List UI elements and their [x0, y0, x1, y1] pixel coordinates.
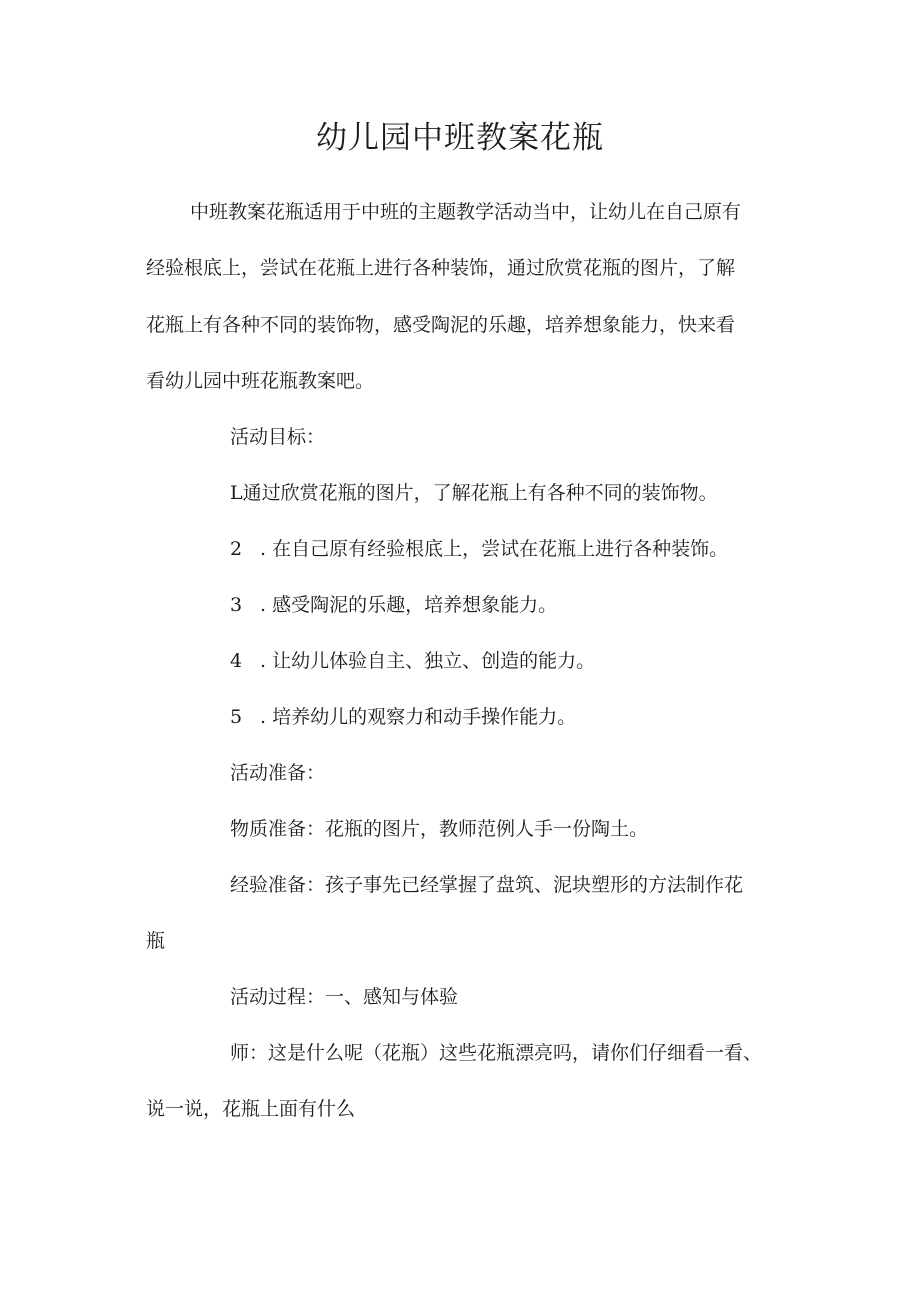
teacher-line-2: 说一说，花瓶上面有什么: [146, 1098, 356, 1120]
document-title: 幼儿园中班教案花瓶: [316, 120, 604, 156]
goal-text: . 感受陶泥的乐趣，培养想象能力。: [260, 594, 558, 616]
goal-item-5: [230, 702, 576, 732]
goal-item-3: [230, 590, 557, 620]
goal-text: . 培养幼儿的观察力和动手操作能力。: [260, 706, 577, 728]
goal-text: . 让幼儿体验自主、独立、创造的能力。: [260, 650, 596, 672]
goal-number: 3: [230, 594, 243, 616]
goal-number: 4: [230, 650, 243, 672]
goal-text: 通过欣赏花瓶的图片，了解花瓶上有各种不同的装饰物。: [242, 482, 718, 504]
goals-heading: 活动目标：: [230, 426, 326, 448]
material-prep: 物质准备：花瓶的图片，教师范例人手一份陶土。: [230, 818, 649, 840]
goal-number: 5: [230, 706, 243, 728]
goal-item-1: [230, 478, 718, 508]
intro-line-3: 花瓶上有各种不同的装饰物，感受陶泥的乐趣，培养想象能力，快来看: [146, 314, 736, 336]
goal-text: . 在自己原有经验根底上，尝试在花瓶上进行各种装饰。: [260, 538, 729, 560]
intro-line-2: 经验根底上，尝试在花瓶上进行各种装饰，通过欣赏花瓶的图片，了解: [146, 257, 736, 279]
goal-item-2: [230, 534, 728, 564]
process-heading: 活动过程：一、感知与体验: [230, 986, 459, 1008]
experience-prep-line-1: 经验准备：孩子事先已经掌握了盘筑、泥块塑形的方法制作花: [230, 874, 744, 896]
intro-line-1: 中班教案花瓶适用于中班的主题教学活动当中，让幼儿在自己原有: [190, 201, 742, 223]
teacher-line-1: 师：这是什么呢（花瓶）这些花瓶漂亮吗，请你们仔细看一看、: [230, 1042, 763, 1064]
goal-number: 2: [230, 538, 243, 560]
goal-number: L: [230, 482, 243, 504]
experience-prep-line-2: 瓶: [146, 930, 166, 952]
intro-line-4: 看幼儿园中班花瓶教案吧。: [146, 370, 375, 392]
goal-item-4: [230, 646, 595, 676]
prep-heading: 活动准备：: [230, 762, 326, 784]
